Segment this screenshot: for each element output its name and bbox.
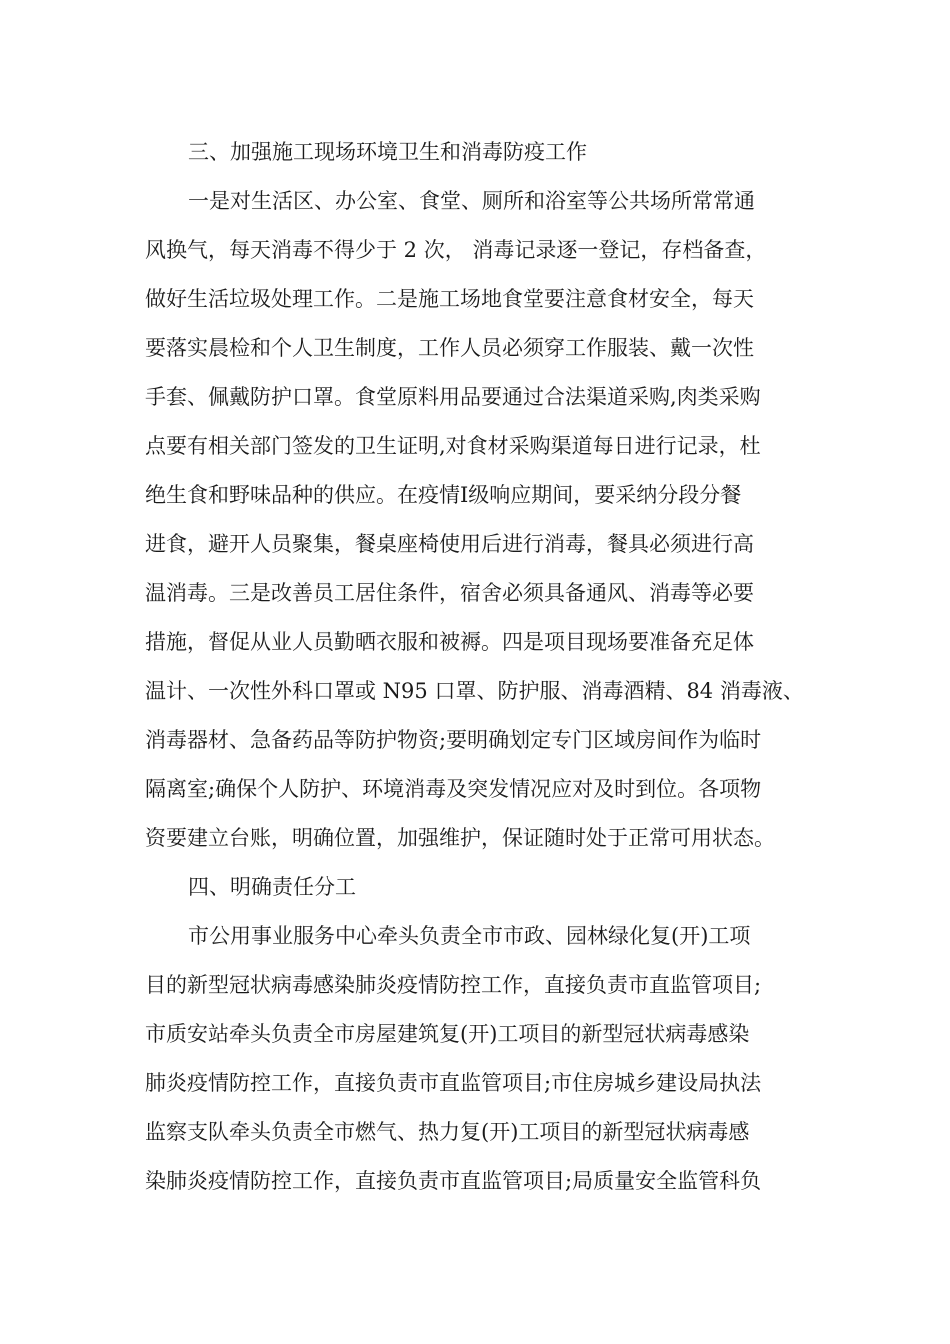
paragraph-line: 一是对生活区、办公室、食堂、厕所和浴室等公共场所常常通	[188, 189, 755, 213]
paragraph-line: 监察支队牵头负责全市燃气、热力复(开)工项目的新型冠状病毒感	[145, 1120, 750, 1144]
paragraph-line: 温计、一次性外科口罩或 N95 口罩、防护服、消毒酒精、84 消毒液、	[145, 679, 804, 703]
paragraph-line: 温消毒。三是改善员工居住条件，宿舍必须具备通风、消毒等必要	[145, 581, 754, 605]
paragraph-line: 市公用事业服务中心牵头负责全市市政、园林绿化复(开)工项	[188, 924, 751, 948]
paragraph-line: 资要建立台账，明确位置，加强维护，保证随时处于正常可用状态。	[145, 826, 775, 850]
paragraph-line: 手套、佩戴防护口罩。食堂原料用品要通过合法渠道采购,肉类采购	[145, 385, 761, 409]
section-heading-3: 三、加强施工现场环境卫生和消毒防疫工作	[188, 140, 587, 164]
paragraph-line: 市质安站牵头负责全市房屋建筑复(开)工项目的新型冠状病毒感染	[145, 1022, 750, 1046]
paragraph-line: 要落实晨检和个人卫生制度，工作人员必须穿工作服装、戴一次性	[145, 336, 754, 360]
paragraph-line: 做好生活垃圾处理工作。二是施工场地食堂要注意食材安全，每天	[145, 287, 754, 311]
paragraph-line: 点要有相关部门签发的卫生证明,对食材采购渠道每日进行记录，杜	[145, 434, 761, 458]
paragraph-line: 染肺炎疫情防控工作，直接负责市直监管项目;局质量安全监管科负	[145, 1169, 762, 1193]
section-heading-4: 四、明确责任分工	[188, 875, 356, 899]
document-body	[145, 128, 825, 1206]
paragraph-line: 目的新型冠状病毒感染肺炎疫情防控工作，直接负责市直监管项目;	[145, 973, 762, 997]
paragraph-line: 消毒器材、急备药品等防护物资;要明确划定专门区域房间作为临时	[145, 728, 762, 752]
paragraph-line: 绝生食和野味品种的供应。在疫情Ⅰ级响应期间，要采纳分段分餐	[145, 483, 742, 507]
paragraph-line: 措施，督促从业人员勤晒衣服和被褥。四是项目现场要准备充足体	[145, 630, 754, 654]
paragraph-line: 肺炎疫情防控工作，直接负责市直监管项目;市住房城乡建设局执法	[145, 1071, 762, 1095]
paragraph-line: 进食，避开人员聚集，餐桌座椅使用后进行消毒，餐具必须进行高	[145, 532, 754, 556]
paragraph-line: 风换气，每天消毒不得少于 2 次， 消毒记录逐一登记，存档备查，	[145, 238, 767, 262]
paragraph-line: 隔离室;确保个人防护、环境消毒及突发情况应对及时到位。各项物	[145, 777, 762, 801]
